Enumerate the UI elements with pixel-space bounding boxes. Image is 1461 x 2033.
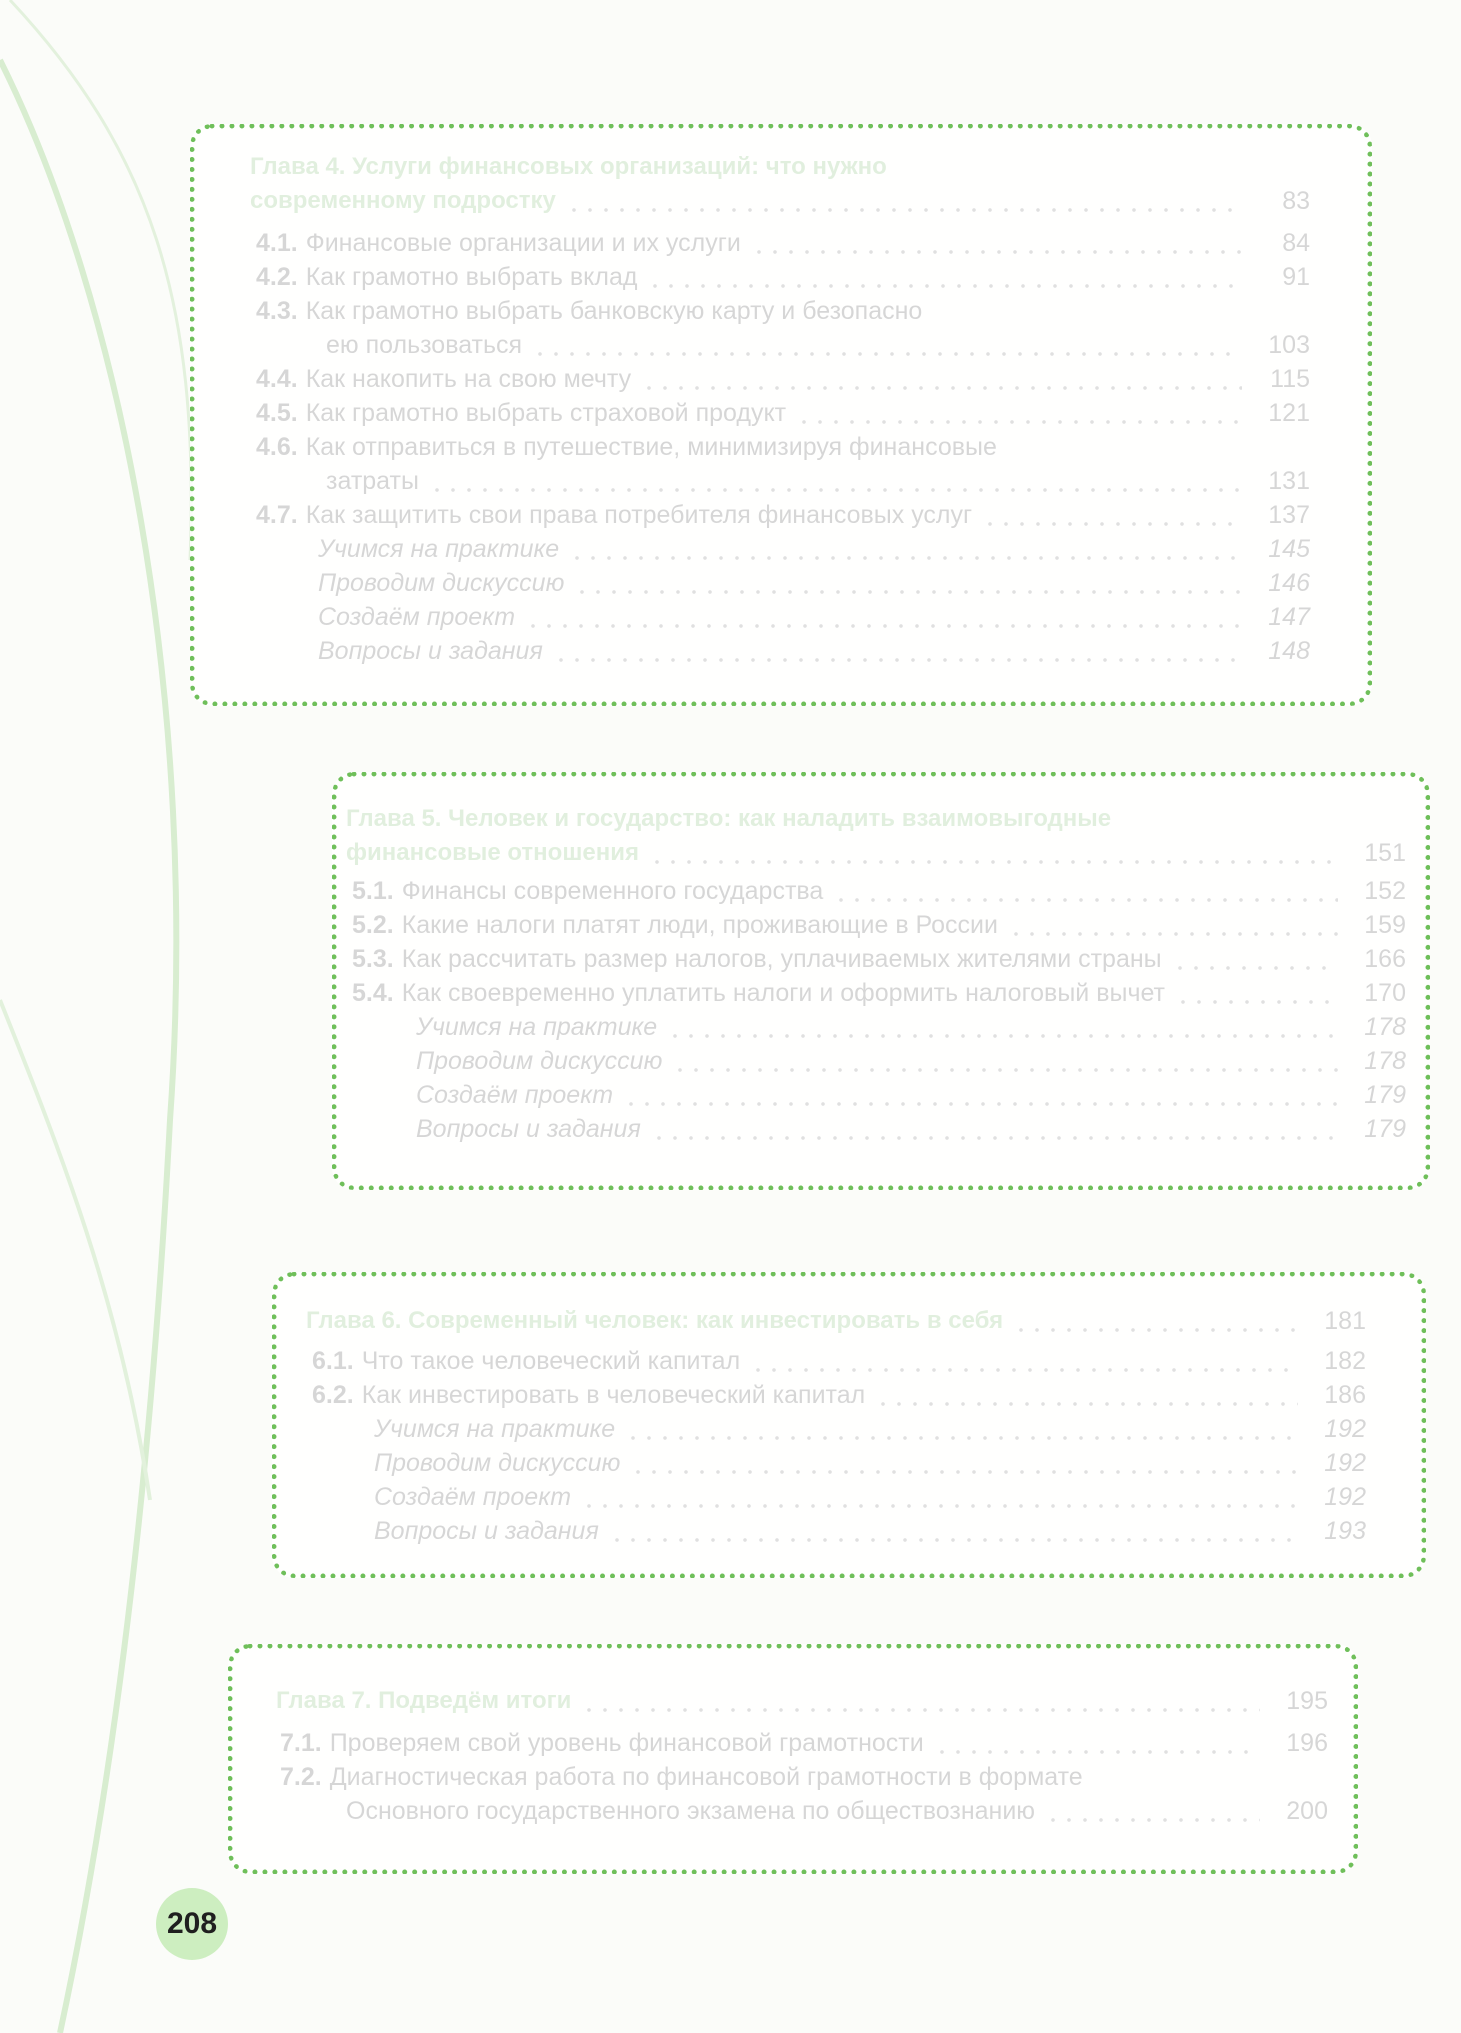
page-number: 208 (166, 1907, 218, 1940)
chapter-4-box (190, 124, 1372, 706)
page-number-badge (156, 1888, 228, 1960)
chapter-6-box (272, 1272, 1426, 1578)
chapter-7-box (228, 1644, 1358, 1874)
chapter-5-box (332, 772, 1430, 1190)
